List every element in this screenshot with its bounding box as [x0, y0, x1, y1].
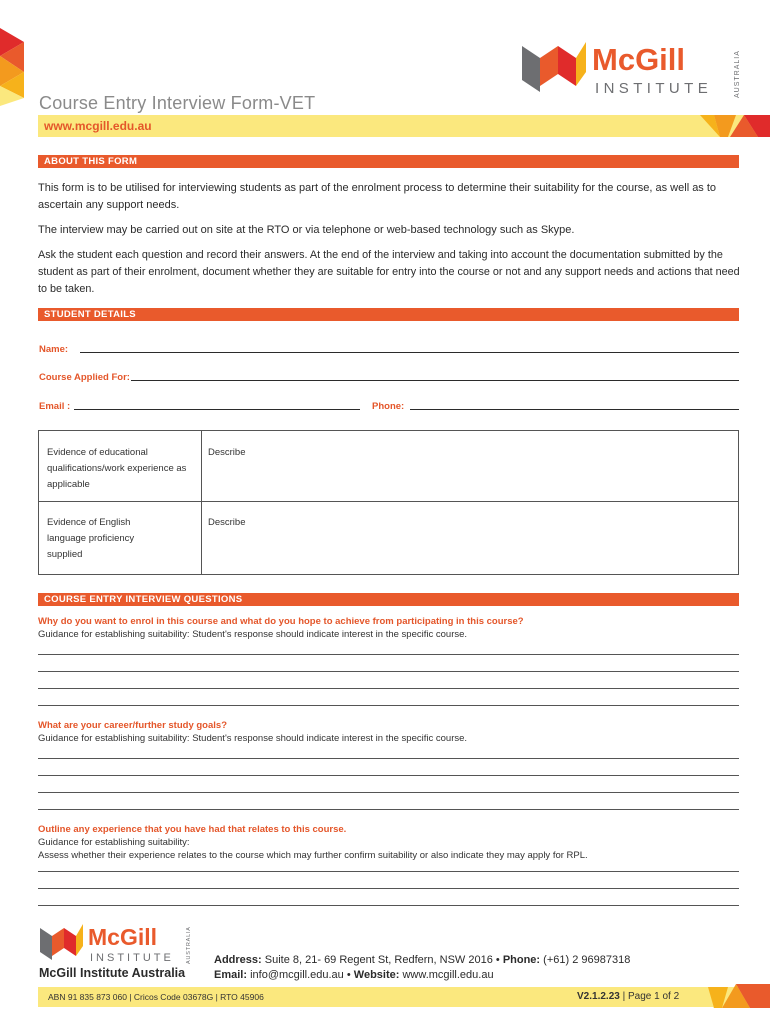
evidence-table [38, 430, 739, 575]
version-info [577, 991, 679, 1002]
answer-line[interactable] [38, 775, 739, 776]
email-field[interactable] [74, 409, 360, 410]
evidence-qualifications-label: Evidence of educational qualifications/work experience as applicable [47, 447, 187, 490]
separator-dot: • [346, 969, 354, 981]
question-1: Why do you want to enrol in this course and what do you hope to achieve from participating in this course? [38, 616, 524, 627]
mcgill-logo [520, 38, 745, 98]
about-paragraph-3: Ask the student each question and record their answers. At the end of the interview and taking into account the documentation submitted by the student as part of their enrolment, document whether they are suitable for entry into the course or not and any support needs and actions that need to be taken. [38, 249, 740, 295]
phone-field[interactable] [410, 409, 739, 410]
about-paragraph-2: The interview may be carried out on site at the RTO or via telephone or web-based technology such as Skype. [38, 224, 575, 236]
evidence-english-describe[interactable]: Describe [208, 517, 246, 528]
band-decoration [700, 115, 770, 137]
address-label: Address: [214, 954, 262, 966]
answer-line[interactable] [38, 654, 739, 655]
evidence-english-label: Evidence of English language proficiency supplied [47, 517, 135, 560]
name-field[interactable] [80, 352, 739, 353]
page-number: Page 1 of 2 [627, 991, 680, 1002]
phone-value: (+61) 2 96987318 [543, 954, 631, 966]
answer-line[interactable] [38, 871, 739, 872]
separator-dot: • [495, 954, 503, 966]
website-link[interactable]: www.mcgill.edu.au [44, 119, 152, 133]
footer-logo-sub: INSTITUTE [90, 952, 174, 964]
question-2: What are your career/further study goals? [38, 720, 227, 731]
logo-mark-icon [520, 38, 745, 98]
evidence-qualifications-describe[interactable]: Describe [208, 447, 246, 458]
separator-pipe: | [622, 991, 628, 1002]
answer-line[interactable] [38, 671, 739, 672]
logo-side: AUSTRALIA [734, 50, 741, 98]
email-link[interactable]: info@mcgill.edu.au [250, 969, 344, 981]
table-divider-vertical [201, 431, 202, 574]
email-label: Email : [39, 401, 71, 412]
phone-label: Phone: [372, 401, 405, 412]
footer-logo [38, 920, 193, 966]
logo-sub: INSTITUTE [595, 80, 713, 97]
answer-line[interactable] [38, 888, 739, 889]
registration-info: ABN 91 835 873 060 | Cricos Code 03678G | RTO 45906 [48, 992, 264, 1002]
question-3: Outline any experience that you have had that relates to this course. [38, 824, 347, 835]
question-2-guidance: Guidance for establishing suitability: Student's response should indicate interest in the specific course. [38, 733, 468, 744]
answer-line[interactable] [38, 792, 739, 793]
question-3-guidance-title: Guidance for establishing suitability: [38, 837, 190, 848]
about-heading: ABOUT THIS FORM [38, 155, 739, 168]
answer-line[interactable] [38, 905, 739, 906]
footer-contact [214, 953, 630, 983]
answer-line[interactable] [38, 809, 739, 810]
answer-line[interactable] [38, 758, 739, 759]
email-label: Email: [214, 969, 248, 981]
course-field[interactable] [131, 380, 739, 381]
page-title: Course Entry Interview Form-VET [39, 93, 316, 113]
about-paragraph-1: This form is to be utilised for interviewing students as part of the enrolment process to determine their suitability for the course, as well as to ascertain any support needs. [38, 182, 717, 211]
phone-label: Phone: [502, 954, 541, 966]
corner-decoration [0, 28, 26, 106]
footer-logo-name: McGill [88, 924, 158, 950]
answer-line[interactable] [38, 688, 739, 689]
answer-line[interactable] [38, 705, 739, 706]
name-label: Name: [39, 344, 69, 355]
footer-company-name: McGill Institute Australia [39, 966, 186, 980]
question-1-guidance: Guidance for establishing suitability: Student's response should indicate interest in the specific course. [38, 629, 468, 640]
version-number: V2.1.2.23 [577, 991, 620, 1002]
footer-logo-mark-icon [38, 920, 193, 966]
website-label: Website: [353, 969, 400, 981]
address-value: Suite 8, 21- 69 Regent St, Redfern, NSW 2016 [264, 954, 493, 966]
logo-name: McGill [592, 42, 686, 77]
questions-heading: COURSE ENTRY INTERVIEW QUESTIONS [38, 593, 739, 606]
student-heading: STUDENT DETAILS [38, 308, 739, 321]
footer-website-link[interactable]: www.mcgill.edu.au [402, 969, 494, 981]
table-divider-horizontal [39, 501, 738, 502]
footer-logo-side: AUSTRALIA [186, 926, 192, 964]
course-label: Course Applied For: [39, 372, 130, 383]
question-3-guidance: Assess whether their experience relates to the course which may further confirm suitability or also indicate they may apply for RPL. [38, 850, 588, 861]
footer-band-decoration [692, 984, 770, 1008]
